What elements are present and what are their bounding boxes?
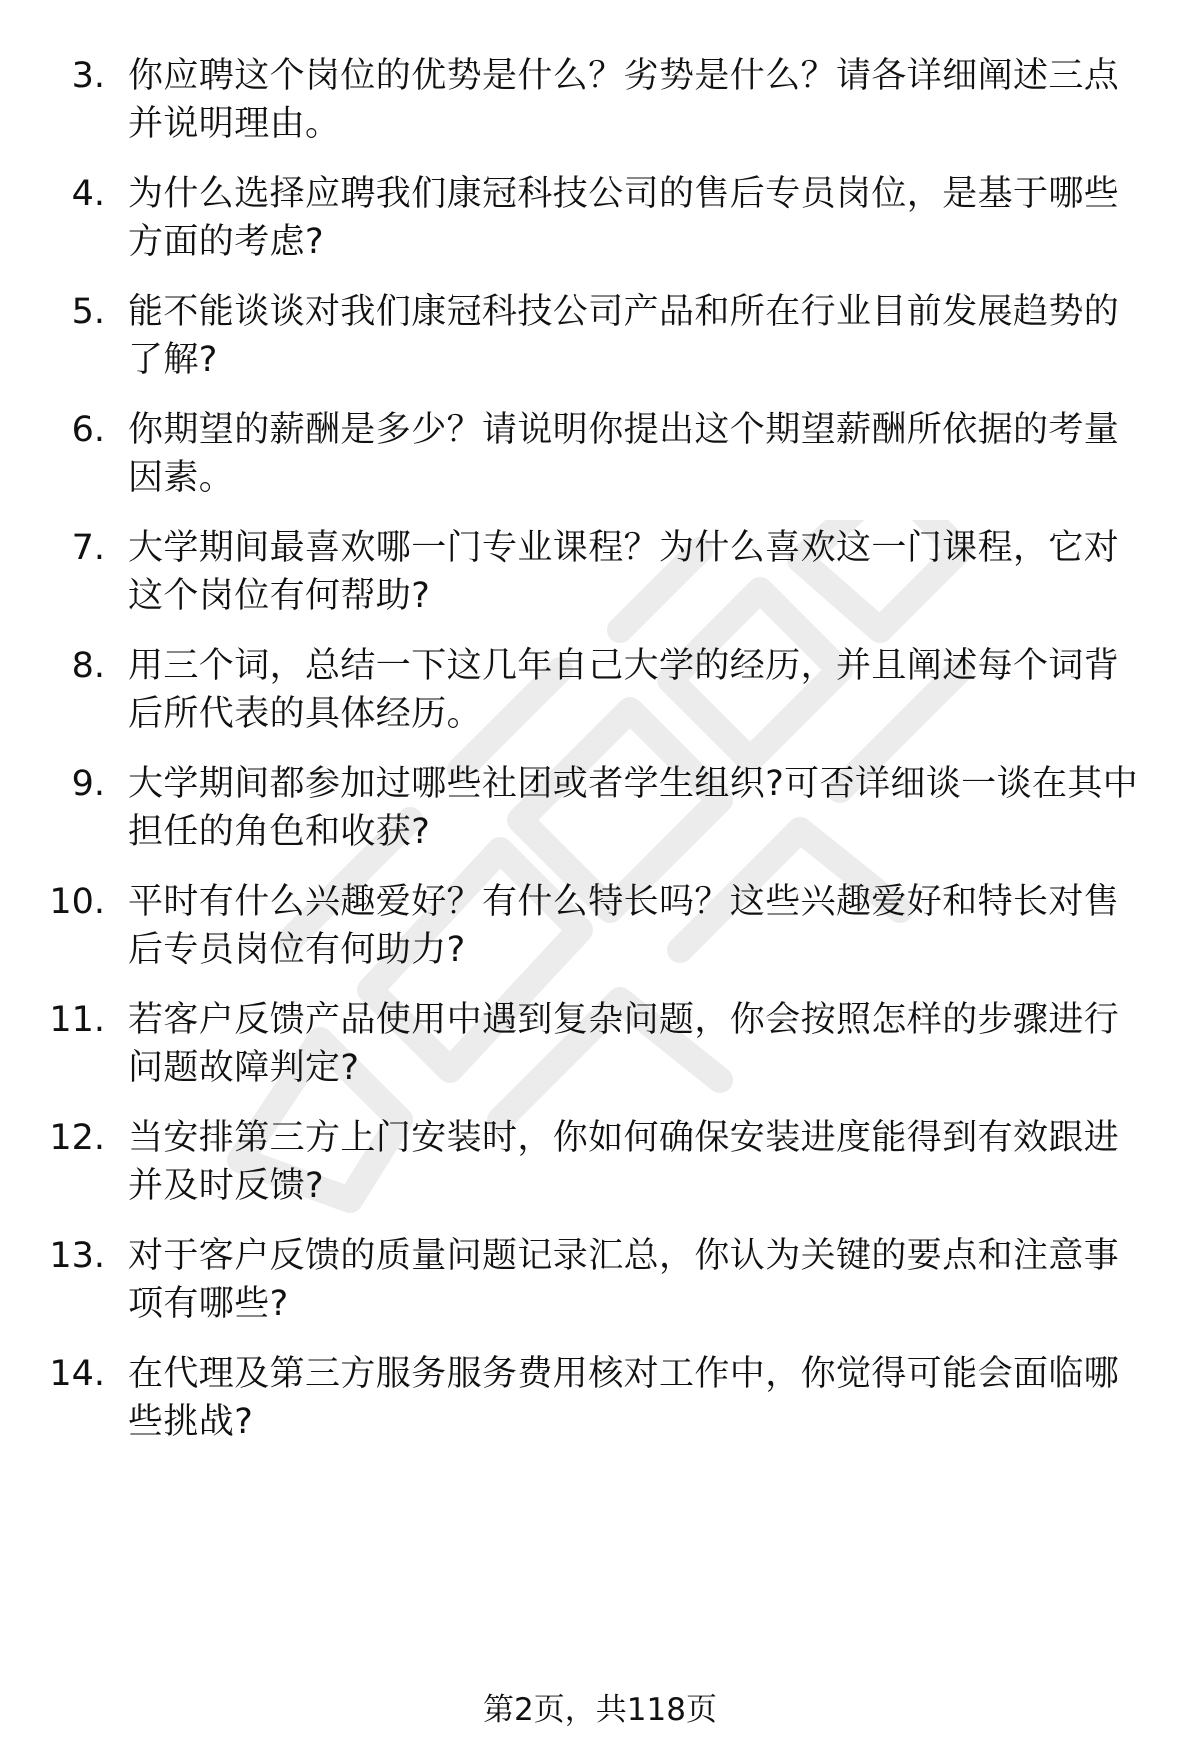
question-text xyxy=(128,996,1158,1092)
question-line: 方面的考虑? xyxy=(128,222,324,262)
question-text xyxy=(128,524,1158,620)
question-line: 大学期间最喜欢哪一门专业课程？为什么喜欢这一门课程，它对 xyxy=(128,528,1120,568)
question-text xyxy=(128,642,1158,738)
question-number: 11. xyxy=(49,1000,105,1040)
question-number: 8. xyxy=(71,646,105,686)
question-text xyxy=(128,288,1158,384)
question-number: 13. xyxy=(49,1236,105,1276)
question-line: 你期望的薪酬是多少？请说明你提出这个期望薪酬所依据的考量 xyxy=(128,410,1120,450)
question-text xyxy=(128,52,1158,148)
question-number: 4. xyxy=(71,174,105,214)
question-line: 当安排第三方上门安装时，你如何确保安装进度能得到有效跟进 xyxy=(128,1118,1120,1158)
question-number: 12. xyxy=(49,1118,105,1158)
question-text xyxy=(128,406,1158,502)
question-line: 为什么选择应聘我们康冠科技公司的售后专员岗位，是基于哪些 xyxy=(128,174,1120,214)
question-line: 能不能谈谈对我们康冠科技公司产品和所在行业目前发展趋势的 xyxy=(128,292,1120,332)
question-text xyxy=(128,1114,1158,1210)
question-line: 若客户反馈产品使用中遇到复杂问题，你会按照怎样的步骤进行 xyxy=(128,1000,1120,1040)
question-line: 大学期间都参加过哪些社团或者学生组织?可否详细谈一谈在其中 xyxy=(128,764,1139,804)
question-line: 这个岗位有何帮助? xyxy=(128,576,431,616)
question-line: 对于客户反馈的质量问题记录汇总，你认为关键的要点和注意事 xyxy=(128,1236,1120,1276)
question-line: 并说明理由。 xyxy=(128,104,341,144)
question-text xyxy=(128,1350,1158,1446)
question-number: 14. xyxy=(49,1354,105,1394)
question-number: 9. xyxy=(71,764,105,804)
question-line: 在代理及第三方服务服务费用核对工作中，你觉得可能会面临哪 xyxy=(128,1354,1120,1394)
question-line: 些挑战? xyxy=(128,1402,254,1442)
question-text xyxy=(128,170,1158,266)
question-number: 5. xyxy=(71,292,105,332)
question-line: 后所代表的具体经历。 xyxy=(128,694,483,734)
question-line: 平时有什么兴趣爱好？有什么特长吗？这些兴趣爱好和特长对售 xyxy=(128,882,1120,922)
question-number: 3. xyxy=(71,56,105,96)
question-number: 10. xyxy=(49,882,105,922)
question-line: 了解? xyxy=(128,340,218,380)
question-line: 后专员岗位有何助力? xyxy=(128,930,466,970)
page-number-footer: 第2页，共118页 xyxy=(483,1692,717,1728)
question-text xyxy=(128,1232,1158,1328)
question-line: 因素。 xyxy=(128,458,235,498)
question-line: 并及时反馈? xyxy=(128,1166,324,1206)
question-line: 你应聘这个岗位的优势是什么？劣势是什么？请各详细阐述三点 xyxy=(128,56,1120,96)
question-text xyxy=(128,760,1158,856)
question-number: 6. xyxy=(71,410,105,450)
question-line: 项有哪些? xyxy=(128,1284,289,1324)
question-number: 7. xyxy=(71,528,105,568)
question-text xyxy=(128,878,1158,974)
question-line: 担任的角色和收获? xyxy=(128,812,431,852)
question-line: 用三个词，总结一下这几年自己大学的经历，并且阐述每个词背 xyxy=(128,646,1120,686)
question-line: 问题故障判定? xyxy=(128,1048,360,1088)
